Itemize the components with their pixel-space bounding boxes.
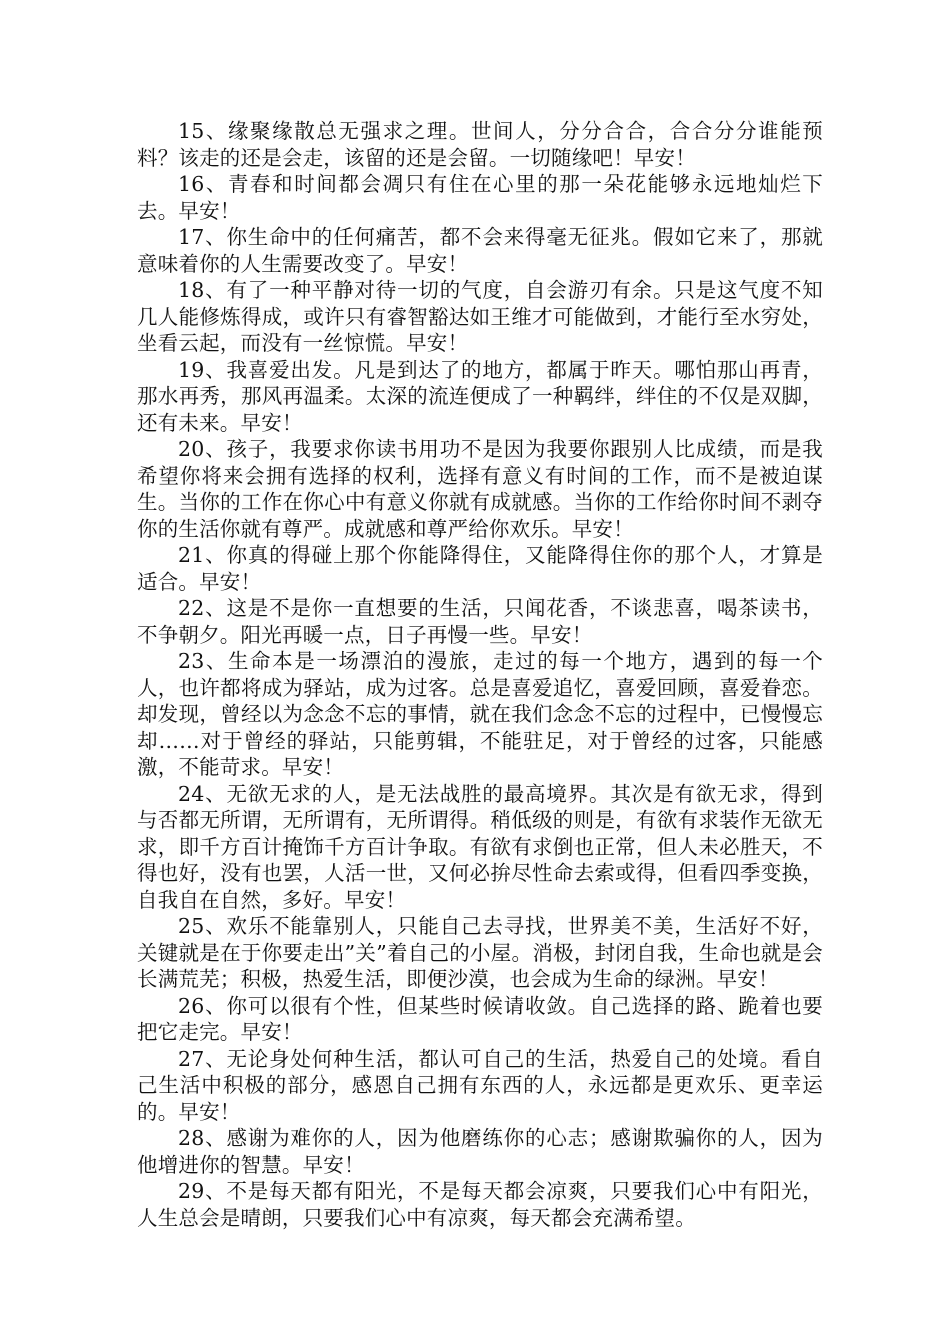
- paragraph-17: 17、你生命中的任何痛苦，都不会来得毫无征兆。假如它来了，那就意味着你的人生需要改变了。早安！: [137, 225, 823, 276]
- paragraph-28: 28、感谢为难你的人，因为他磨练你的心志；感谢欺骗你的人，因为他增进你的智慧。早安！: [137, 1126, 823, 1177]
- paragraph-21: 21、你真的得碰上那个你能降得住，又能降得住你的那个人，才算是适合。早安！: [137, 543, 823, 594]
- paragraph-23: 23、生命本是一场漂泊的漫旅，走过的每一个地方，遇到的每一个人，也许都将成为驿站，成为过客。总是喜爱追忆，喜爱回顾，喜爱眷恋。却发现，曾经以为念念不忘的事情，就在我们念念不忘的过程中，已慢慢忘却……对于曾经的驿站，只能剪辑，不能驻足，对于曾经的过客，只能感激，不能苛求。早安！: [137, 649, 823, 779]
- paragraph-20: 20、孩子，我要求你读书用功不是因为我要你跟别人比成绩，而是我希望你将来会拥有选择的权利，选择有意义有时间的工作，而不是被迫谋生。当你的工作在你心中有意义你就有成就感。当你的工作给你时间不剥夺你的生活你就有尊严。成就感和尊严给你欢乐。早安！: [137, 437, 823, 541]
- paragraph-22: 22、这是不是你一直想要的生活，只闻花香，不谈悲喜，喝茶读书，不争朝夕。阳光再暖一点，日子再慢一些。早安！: [137, 596, 823, 647]
- paragraph-16: 16、青春和时间都会凋只有住在心里的那一朵花能够永远地灿烂下去。早安！: [137, 172, 823, 223]
- paragraph-19: 19、我喜爱出发。凡是到达了的地方，都属于昨天。哪怕那山再青，那水再秀，那风再温柔。太深的流连便成了一种羁绊，绊住的不仅是双脚，还有未来。早安！: [137, 357, 823, 435]
- paragraph-18: 18、有了一种平静对待一切的气度，自会游刃有余。只是这气度不知几人能修炼得成，或许只有睿智豁达如王维才可能做到，才能行至水穷处，坐看云起，而没有一丝惊慌。早安！: [137, 278, 823, 355]
- paragraph-27: 27、无论身处何种生活，都认可自己的生活，热爱自己的处境。看自己生活中积极的部分，感恩自己拥有东西的人，永远都是更欢乐、更幸运的。早安！: [137, 1046, 823, 1124]
- paragraph-24: 24、无欲无求的人，是无法战胜的最高境界。其次是有欲无求，得到与否都无所谓，无所谓有，无所谓得。稍低级的则是，有欲有求装作无欲无求，即千方百计掩饰千方百计争取。有欲有求倒也正常，但人未必胜天，不得也好，没有也罢，人活一世，又何必拚尽性命去索或得，但看四季变换，自我自在自然，多好。早安！: [137, 781, 823, 912]
- document-body: [137, 118, 823, 1231]
- paragraph-15: 15、缘聚缘散总无强求之理。世间人，分分合合，合合分分谁能预料？该走的还是会走，该留的还是会留。一切随缘吧！早安！: [137, 119, 823, 170]
- paragraph-29: 29、不是每天都有阳光，不是每天都会凉爽，只要我们心中有阳光，人生总会是晴朗，只要我们心中有凉爽，每天都会充满希望。: [137, 1179, 823, 1230]
- paragraph-25: 25、欢乐不能靠别人，只能自己去寻找，世界美不美，生活好不好，关键就是在于你要走出”关”着自己的小屋。消极，封闭自我，生命也就是会长满荒芜；积极，热爱生活，即便沙漠，也会成为生命的绿洲。早安！: [137, 914, 823, 991]
- paragraph-26: 26、你可以很有个性，但某些时候请收敛。自己选择的路、跪着也要把它走完。早安！: [137, 993, 823, 1044]
